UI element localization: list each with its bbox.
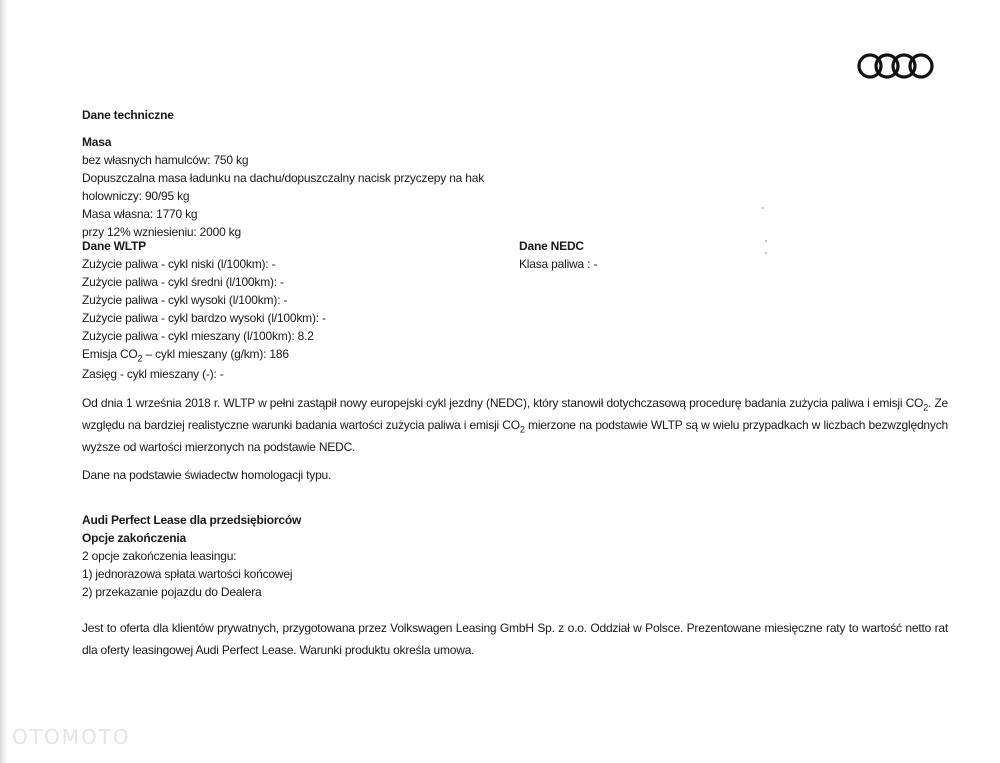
emission-prefix: Emisja CO [82, 347, 138, 361]
para1-sub2: 2 [519, 424, 525, 435]
para1-sub1: 2 [923, 402, 928, 413]
homologation-paragraph: Dane na podstawie świadectw homologacji typu. [82, 468, 332, 482]
wltp-emission [82, 345, 326, 363]
wltp-range: Zasięg - cykl mieszany (-): - [82, 367, 224, 381]
para1-part3: mierzone na podstawie WLTP są w wielu przypadkach w liczbach bezwzględnych wyższe od wartości mierzonych na podstawie NEDC. [82, 418, 948, 454]
speck [765, 252, 767, 254]
emission-sub: 2 [137, 353, 143, 364]
masa-line: przy 12% wzniesieniu: 2000 kg [82, 225, 241, 239]
wltp-paragraph [82, 392, 948, 458]
para1-part1: Od dnia 1 września 2018 r. WLTP w pełni zastąpił nowy europejski cykl jezdny (NEDC), który stanowił dotychczasową procedurę badania zużycia paliwa i emisji CO [82, 396, 924, 410]
wltp-line: Zużycie paliwa - cykl mieszany (l/100km): 8.2 [82, 329, 314, 343]
masa-heading: Masa [82, 135, 112, 149]
emission-suffix: – cykl mieszany (g/km): 186 [142, 347, 289, 361]
wltp-line: Zużycie paliwa - cykl wysoki (l/100km): - [82, 293, 288, 307]
lease-subheading: Opcje zakończenia [82, 531, 186, 545]
masa-line: bez własnych hamulców: 750 kg [82, 153, 249, 167]
nedc-heading: Dane NEDC [519, 239, 584, 253]
audi-rings-icon [856, 50, 936, 82]
speck [765, 240, 767, 242]
masa-line: Dopuszczalna masa ładunku na dachu/dopuszczalny nacisk przyczepy na hak [82, 171, 485, 185]
speck [762, 207, 764, 209]
watermark: OTOMOTO [12, 725, 131, 749]
nedc-section [519, 237, 597, 273]
page-edge [0, 0, 8, 763]
lease-heading: Audi Perfect Lease dla przedsiębiorców [82, 513, 302, 527]
wltp-section [82, 237, 326, 383]
wltp-line: Zużycie paliwa - cykl niski (l/100km): - [82, 257, 276, 271]
document-title: Dane techniczne [82, 108, 174, 122]
wltp-heading: Dane WLTP [82, 239, 146, 253]
nedc-fuel-class: Klasa paliwa : - [519, 257, 598, 271]
wltp-line: Zużycie paliwa - cykl średni (l/100km): - [82, 275, 284, 289]
masa-line: holowniczy: 90/95 kg [82, 189, 190, 203]
lease-line: 2 opcje zakończenia leasingu: [82, 549, 237, 563]
lease-line: 1) jednorazowa spłata wartości końcowej [82, 567, 293, 581]
masa-line: Masa własna: 1770 kg [82, 207, 198, 221]
lease-section [82, 511, 301, 601]
offer-paragraph: Jest to oferta dla klientów prywatnych, przygotowana przez Volkswagen Leasing GmbH Sp. z o.o. Oddział w Polsce. Prezentowane miesięczne raty to wartość netto rat dla oferty leasingowej Audi Perfect Lease. Warunki produktu określa umowa. [82, 621, 948, 657]
lease-line: 2) przekazanie pojazdu do Dealera [82, 585, 262, 599]
masa-section [82, 133, 484, 241]
wltp-line: Zużycie paliwa - cykl bardzo wysoki (l/100km): - [82, 311, 326, 325]
para1-part2: . Ze względu na bardziej realistyczne warunki badania wartości zużycia paliwa i emisji CO [82, 396, 948, 432]
